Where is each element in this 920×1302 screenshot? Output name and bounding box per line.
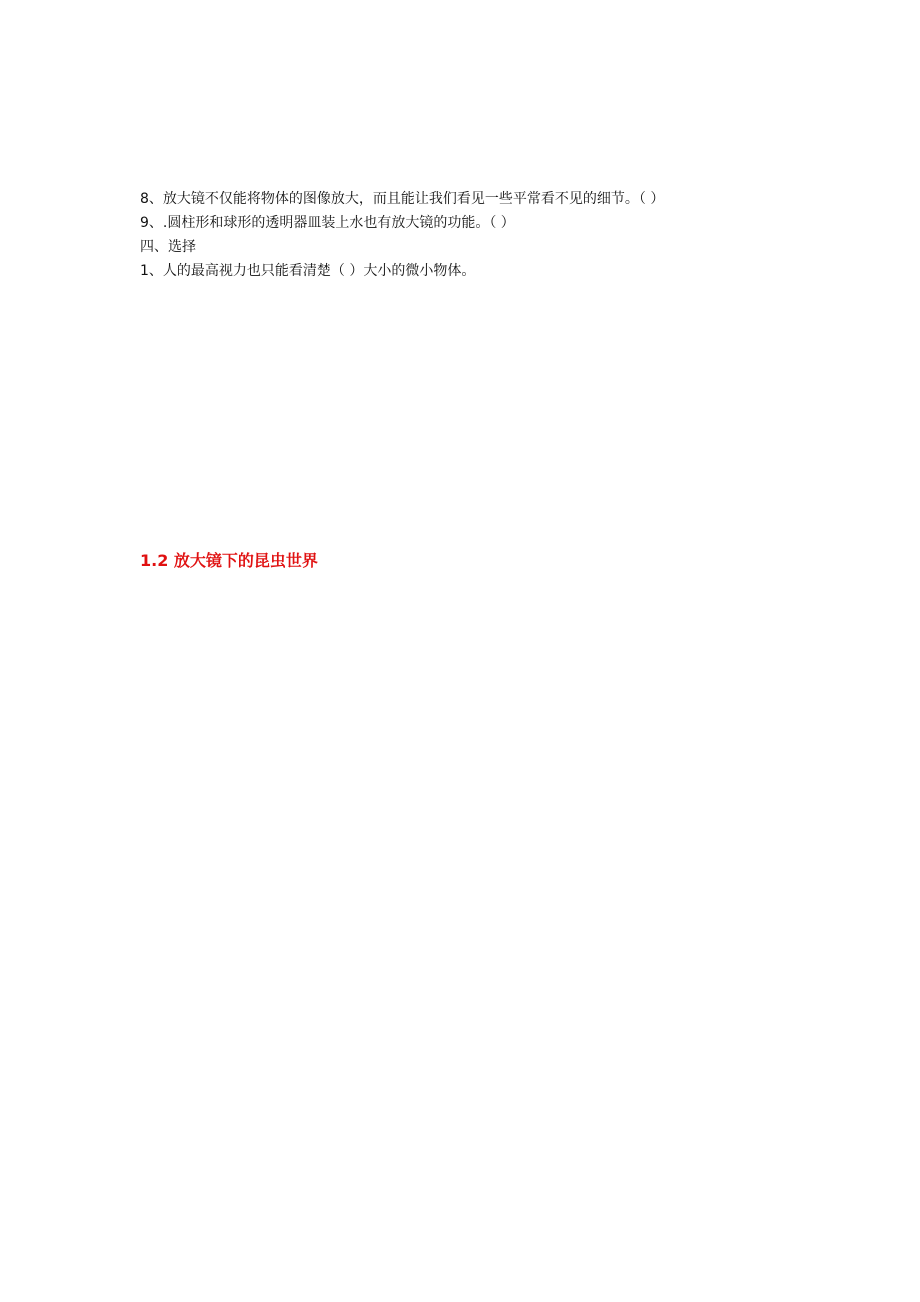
heading: 1.2 放大镜下的昆虫世界 xyxy=(140,551,318,570)
q9: 9、.圆柱形和球形的透明器皿装上水也有放大镜的功能。（ ） xyxy=(140,215,515,231)
q8: 8、放大镜不仅能将物体的图像放大，而且能让我们看见一些平常看不见的细节。（ ） xyxy=(140,191,665,207)
choice-1: 1、人的最高视力也只能看清楚（ ）大小的微小物体。 xyxy=(140,263,476,279)
section-4: 四、选择 xyxy=(140,239,196,255)
